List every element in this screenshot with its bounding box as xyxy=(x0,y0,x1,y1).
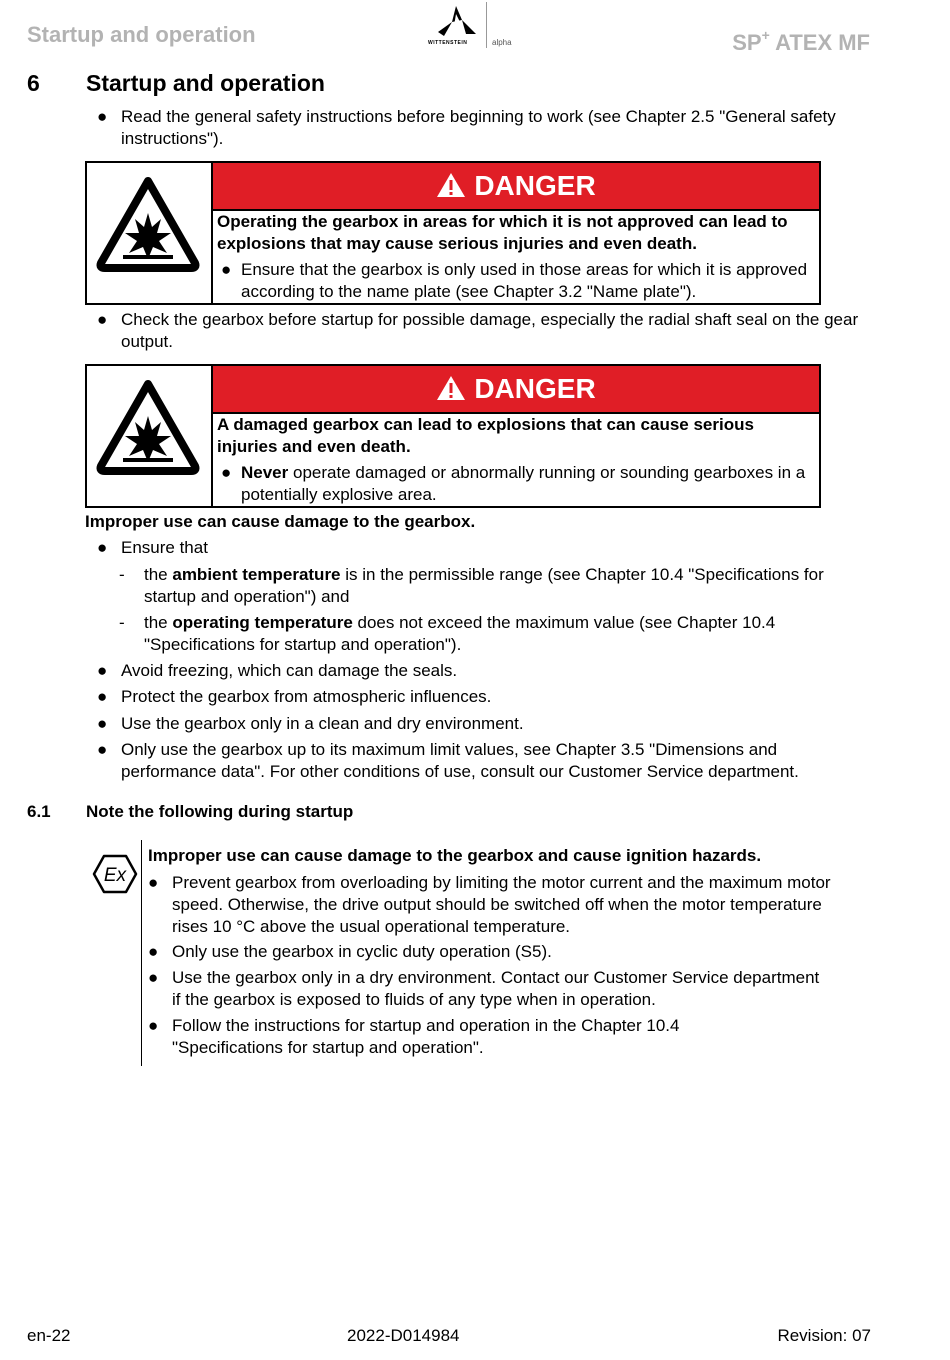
ex-warning-title: Improper use can cause damage to the gearbox and cause ignition hazards. xyxy=(148,846,762,865)
product-prefix: SP xyxy=(732,30,762,55)
bullet-icon: ● xyxy=(97,107,108,126)
header-product-title xyxy=(732,22,870,56)
danger-bullet-bold: Never xyxy=(241,463,289,482)
bullet-icon: ● xyxy=(97,538,108,557)
bullet-icon: ● xyxy=(221,463,232,482)
bullet-icon: ● xyxy=(97,740,108,759)
logo-separator xyxy=(486,2,487,48)
danger-notice-2 xyxy=(85,364,821,508)
list-item-text: Check the gearbox before startup for possible damage, especially the radial shaft seal on the gear output. xyxy=(121,310,859,351)
list-item xyxy=(97,660,857,682)
bullet-icon: ● xyxy=(97,661,108,680)
list-item-text: Protect the gearbox from atmospheric influences. xyxy=(121,687,492,706)
footer-revision: Revision: 07 xyxy=(777,1326,871,1345)
danger-icon-cell xyxy=(87,163,213,303)
danger-label: DANGER xyxy=(474,170,596,201)
ex-box-divider xyxy=(141,840,142,1066)
danger-bullet xyxy=(217,462,817,506)
list-item xyxy=(148,872,848,938)
bullet-icon: ● xyxy=(97,687,108,706)
danger-bullet xyxy=(217,259,817,303)
list-item-text: Read the general safety instructions before beginning to work (see Chapter 2.5 "General safety instructions"). xyxy=(121,107,836,148)
list-item xyxy=(97,537,797,559)
product-sup: + xyxy=(761,27,770,43)
bullet-icon: ● xyxy=(97,310,108,329)
product-suffix: ATEX MF xyxy=(769,30,870,55)
list-item-text: Avoid freezing, which can damage the seals. xyxy=(121,661,458,680)
sub-text-bold: operating temperature xyxy=(172,613,353,632)
danger-message: Operating the gearbox in areas for which it is not approved can lead to explosions that may cause serious injuries and even death. xyxy=(217,212,788,253)
improper-use-title: Improper use can cause damage to the gearbox. xyxy=(85,512,476,531)
ex-hazard-icon xyxy=(92,854,138,894)
list-item-text: Only use the gearbox up to its maximum limit values, see Chapter 3.5 "Dimensions and performance data". For other conditions of use, consult our Customer Service department. xyxy=(121,740,799,781)
sub-text-pre: the xyxy=(144,565,173,584)
list-item-text: Use the gearbox only in a clean and dry environment. xyxy=(121,714,524,733)
sub-text-bold: ambient temperature xyxy=(172,565,341,584)
list-item-text: Follow the instructions for startup and operation in the Chapter 10.4 "Specifications for startup and operation". xyxy=(172,1016,680,1057)
dash-marker: - xyxy=(119,613,125,632)
danger-label: DANGER xyxy=(474,373,596,404)
logo-sub-text: alpha xyxy=(492,38,512,47)
sub-text-rest: does not exceed the maximum value (see Chapter 10.4 "Specifications for startup and operation"). xyxy=(144,613,776,654)
list-item xyxy=(148,941,848,963)
bullet-icon: ● xyxy=(148,968,159,987)
list-item xyxy=(97,739,877,783)
list-item xyxy=(148,1015,848,1059)
list-item xyxy=(97,309,877,353)
sub-list-item-text xyxy=(144,564,874,608)
sub-list-item xyxy=(119,564,879,608)
list-item-text: Only use the gearbox in cyclic duty operation (S5). xyxy=(172,942,552,961)
sub-list-item-text xyxy=(144,612,834,656)
sub-text-pre: the xyxy=(144,613,173,632)
list-item xyxy=(148,967,848,1011)
danger-bullet-rest: operate damaged or abnormally running or sounding gearboxes in a potentially explosive area. xyxy=(241,463,806,504)
danger-banner xyxy=(213,366,819,414)
danger-notice-1 xyxy=(85,161,821,305)
bullet-icon: ● xyxy=(221,260,232,279)
section-number: 6.1 xyxy=(27,802,51,821)
list-item-text: Ensure that xyxy=(121,538,208,557)
dash-marker: - xyxy=(119,565,125,584)
explosion-hazard-icon xyxy=(95,378,201,476)
chapter-title: Startup and operation xyxy=(86,70,325,96)
sub-text-rest: is in the permissible range (see Chapter 10.4 "Specifications for startup and operation") and xyxy=(144,565,824,606)
section-title: Note the following during startup xyxy=(86,802,354,821)
logo-brand-text: WITTENSTEIN xyxy=(428,40,468,46)
footer-doc-id: 2022-D014984 xyxy=(347,1326,460,1345)
warning-triangle-icon xyxy=(436,172,466,198)
chapter-number: 6 xyxy=(27,70,40,96)
danger-message: A damaged gearbox can lead to explosions that can cause serious injuries and even death. xyxy=(217,415,754,456)
footer-page-number: en-22 xyxy=(27,1326,71,1345)
ex-label: Ex xyxy=(103,865,127,886)
wittenstein-logo xyxy=(428,2,528,48)
bullet-icon: ● xyxy=(148,942,159,961)
list-item xyxy=(97,106,877,150)
header-section-title: Startup and operation xyxy=(27,22,256,47)
danger-bullet-text xyxy=(241,462,821,506)
bullet-icon: ● xyxy=(148,873,159,892)
logo-mark-icon xyxy=(432,4,488,40)
list-item-text: Prevent gearbox from overloading by limiting the motor current and the maximum motor speed. Otherwise, the drive output should be switched off when the motor temperature rises 10 °C above the usual operational temperature. xyxy=(172,873,831,936)
danger-banner xyxy=(213,163,819,211)
bullet-icon: ● xyxy=(148,1016,159,1035)
bullet-icon: ● xyxy=(97,714,108,733)
explosion-hazard-icon xyxy=(95,175,201,273)
list-item xyxy=(97,713,857,735)
sub-list-item xyxy=(119,612,879,656)
list-item-text: Use the gearbox only in a dry environment. Contact our Customer Service department if the gearbox is exposed to fluids of any type when in operation. xyxy=(172,968,820,1009)
danger-icon-cell xyxy=(87,366,213,506)
danger-bullet-text: Ensure that the gearbox is only used in those areas for which it is approved according to the name plate (see Chapter 3.2 "Name plate"). xyxy=(241,260,808,301)
warning-triangle-icon xyxy=(436,375,466,401)
list-item xyxy=(97,686,857,708)
